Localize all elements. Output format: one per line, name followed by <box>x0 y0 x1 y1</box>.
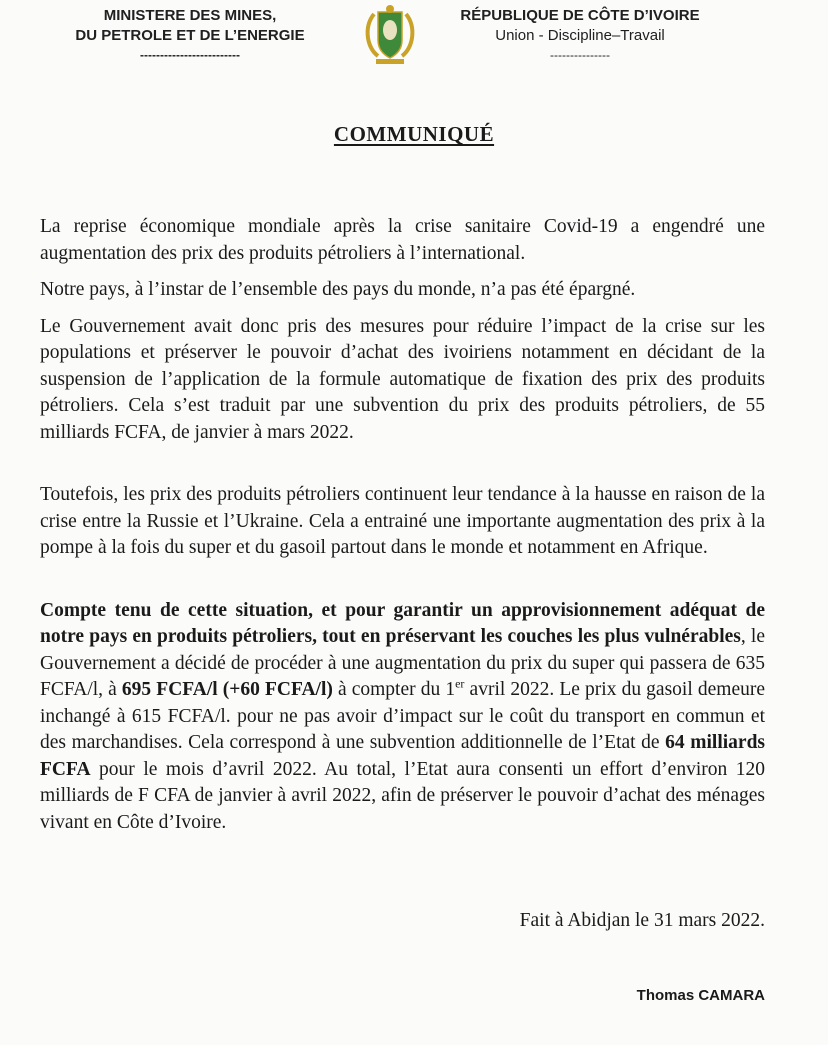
paragraph-5-superscript: er <box>455 676 465 691</box>
ministry-dashes: ------------------------- <box>140 48 240 62</box>
republic-block <box>430 6 730 62</box>
date-line: Fait à Abidjan le 31 mars 2022. <box>519 910 765 931</box>
signatory-name: Thomas CAMARA <box>636 987 765 1004</box>
paragraph-5-text-2: à compter du 1 <box>332 679 456 700</box>
republic-dashes: --------------- <box>550 48 610 62</box>
document-title <box>0 122 828 147</box>
title-text: COMMUNIQUÉ <box>333 122 495 146</box>
paragraph-5-text-4: pour le mois d’avril 2022. Au total, l’Etat aura consenti un effort d’environ 120 milliards de F CFA de janvier à avril 2022, afin de préserver le pouvoir d’achat des ménages vivant en Côte d’Ivoire. <box>40 758 765 833</box>
communique-body <box>40 214 765 836</box>
paragraph-5-new-price: 695 FCFA/l (+60 FCFA/l) <box>121 679 333 700</box>
coat-of-arms-icon <box>360 4 420 68</box>
paragraph-3: Le Gouvernement avait donc pris des mesures pour réduire l’impact de la crise sur les populations et préserver le pouvoir d’achat des ivoiriens notamment en décidant de la suspension de l’application de la formule automatique de fixation des prix des produits pétroliers. Cela s’est traduit par une subvention du prix des produits pétroliers, de 55 milliards FCFA, de janvier à mars 2022. <box>40 315 765 443</box>
ministry-block <box>60 6 320 62</box>
republic-name: RÉPUBLIQUE DE CÔTE D’IVOIRE <box>460 7 700 24</box>
paragraph-1: La reprise économique mondiale après la crise sanitaire Covid-19 a engendré une augmentation des prix des produits pétroliers à l’international. <box>40 216 765 264</box>
motto: Union - Discipline–Travail <box>495 27 665 44</box>
paragraph-5 <box>40 598 765 837</box>
paragraph-5-bold-intro: Compte tenu de cette situation, et pour garantir un approvisionnement adéquat de notre pays en produits pétroliers, tout en préservant les couches les plus vulnérables <box>40 599 765 647</box>
ministry-line-1: MINISTERE DES MINES, <box>103 7 277 24</box>
paragraph-5-text-1: , le Gouvernement a décidé de procéder à une augmentation du prix du super qui passera de 635 FCFA/l, à <box>40 626 765 700</box>
paragraph-2: Notre pays, à l’instar de l’ensemble des pays du monde, n’a pas été épargné. <box>40 279 636 300</box>
ministry-line-2: DU PETROLE ET DE L’ENERGIE <box>75 27 305 44</box>
paragraph-5-subsidy-amount: 64 milliards FCFA <box>40 732 765 780</box>
paragraph-4: Toutefois, les prix des produits pétroliers continuent leur tendance à la hausse en raison de la crise entre la Russie et l’Ukraine. Cela a entrainé une importante augmentation des prix à la pompe à la fois du super et du gasoil partout dans le monde et notamment en Afrique. <box>40 484 765 558</box>
paragraph-5-text-3: avril 2022. Le prix du gasoil demeure inchangé à 615 FCFA/l. pour ne pas avoir d’impact sur le coût du transport en commun et des marchandises. Cela correspond à une subvention additionnelle de l’Etat de <box>40 679 766 753</box>
letterhead <box>0 0 828 80</box>
